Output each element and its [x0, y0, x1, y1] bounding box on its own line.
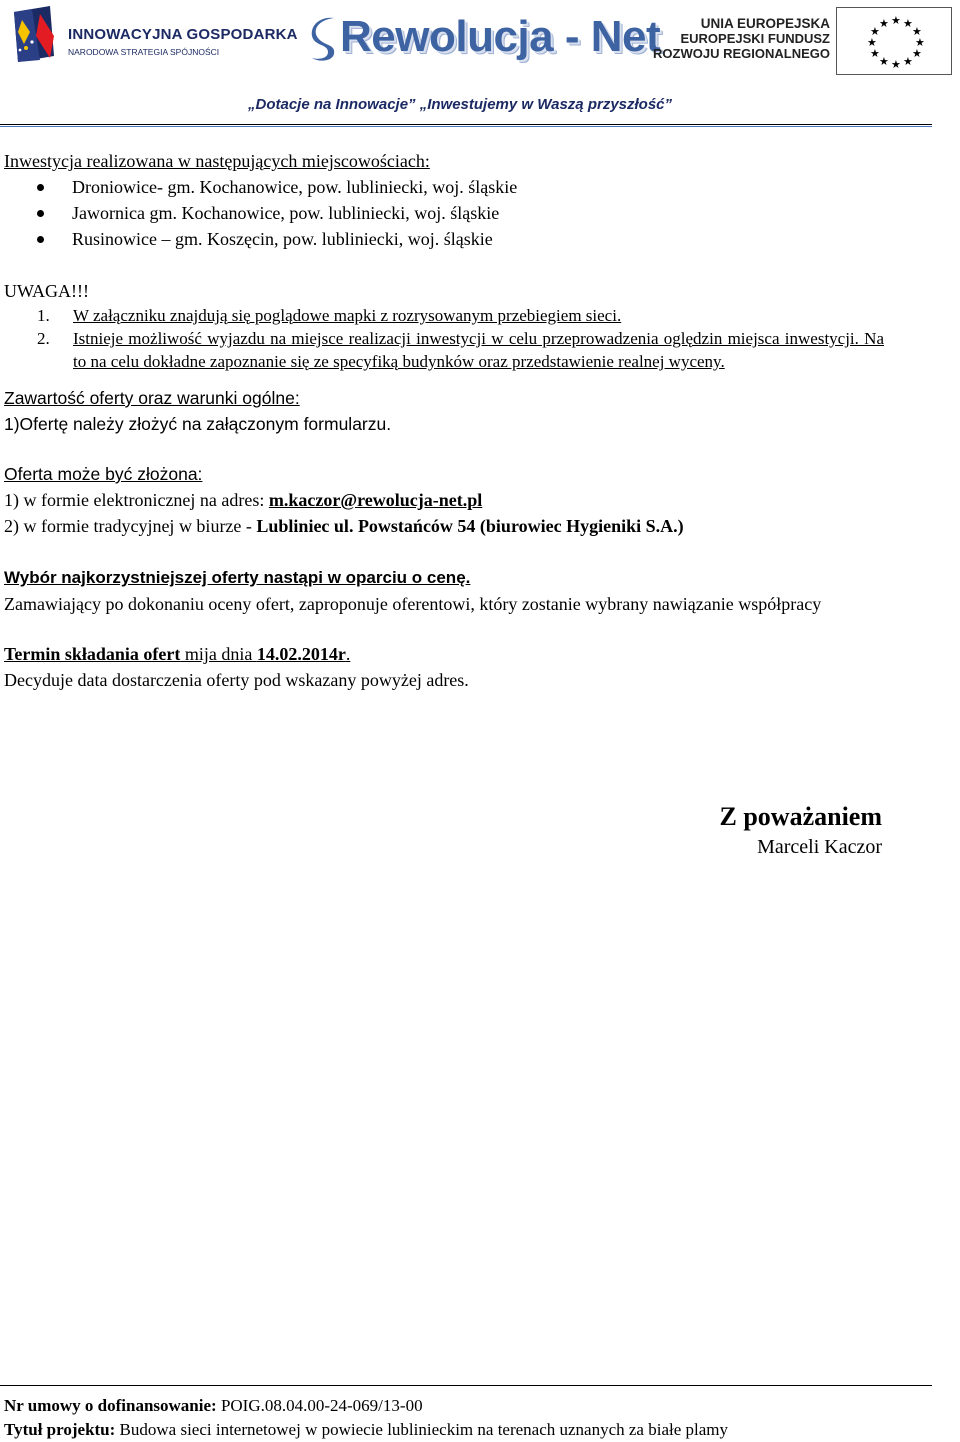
submission-line-2 — [4, 513, 884, 539]
footer-project-label: Tytuł projektu: — [4, 1420, 116, 1439]
eu-line-1: UNIA EUROPEJSKA — [700, 16, 830, 31]
rewolucja-net-logo — [308, 8, 661, 70]
footer-divider — [0, 1385, 932, 1386]
list-item — [4, 174, 884, 200]
signature-name: Marceli Kaczor — [757, 836, 882, 858]
submission-line-2-prefix: 2) w formie tradycyjnej w biurze - — [4, 516, 257, 536]
rewolucja-net-wordmark: Rewolucja - Net — [340, 12, 661, 61]
svg-text:★: ★ — [870, 25, 880, 38]
locations-heading: Inwestycja realizowana w następujących miejscowościach: — [4, 151, 430, 171]
letterhead — [0, 0, 960, 125]
svg-text:★: ★ — [867, 36, 877, 49]
eu-fund-text — [650, 16, 830, 61]
eu-stars-icon — [837, 8, 951, 74]
deadline-label: Termin składania ofert — [4, 644, 181, 664]
letter-body — [4, 148, 884, 693]
notice-list — [4, 304, 884, 373]
footer-project-value: Budowa sieci internetowej w powiecie lublinieckim na terenach uznanych za białe plamy — [115, 1420, 729, 1439]
locations-list — [4, 174, 884, 252]
svg-text:★: ★ — [879, 17, 889, 30]
location-text: Jawornica gm. Kochanowice, pow. lubliniecki, woj. śląskie — [72, 203, 500, 223]
bullet-icon — [37, 236, 44, 243]
office-address: Lubliniec ul. Powstańców 54 (biurowiec Hygieniki S.A.) — [256, 516, 684, 536]
svg-text:★: ★ — [903, 55, 913, 68]
eu-line-3: ROZWOJU REGIONALNEGO — [653, 46, 830, 61]
footer-contract-line — [4, 1394, 944, 1418]
ig-subtitle: NARODOWA STRATEGIA SPÓJNOŚCI — [68, 47, 220, 57]
list-item — [4, 226, 884, 252]
bullet-icon — [37, 184, 44, 191]
svg-text:★: ★ — [912, 25, 922, 38]
deadline-line — [4, 641, 884, 667]
ig-title: INNOWACYJNA GOSPODARKA — [68, 26, 298, 43]
submission-line-1 — [4, 487, 884, 513]
location-text: Rusinowice – gm. Koszęcin, pow. lubliniecki, woj. śląskie — [72, 229, 493, 249]
deadline-note: Decyduje data dostarczenia oferty pod wskazany powyżej adres. — [4, 670, 469, 690]
svg-text:★: ★ — [903, 17, 913, 30]
footer-contract-label: Nr umowy o dofinansowanie: — [4, 1396, 217, 1415]
notice-text: W załączniku znajdują się poglądowe mapki z rozrysowanym przebiegiem sieci. — [73, 306, 622, 325]
footer — [4, 1394, 944, 1442]
svg-text:★: ★ — [870, 47, 880, 60]
notice-number: 1. — [37, 306, 50, 325]
svg-text:★: ★ — [891, 58, 901, 71]
offer-content-heading: Zawartość oferty oraz warunki ogólne: — [4, 388, 300, 408]
footer-contract-value: POIG.08.04.00-24-069/13-00 — [216, 1396, 423, 1415]
slogan: „Dotacje na Innowacje” „Inwestujemy w Waszą przyszłość” — [248, 96, 673, 113]
list-item — [4, 304, 884, 327]
deadline-dot: . — [345, 644, 351, 664]
header-divider-blue — [0, 126, 932, 127]
notice-number: 2. — [37, 329, 50, 348]
submission-heading: Oferta może być złożona: — [4, 464, 203, 484]
deadline-middle: mija dnia — [180, 644, 257, 664]
svg-text:★: ★ — [879, 55, 889, 68]
selection-heading: Wybór najkorzystniejszej oferty nastąpi w oparciu o cenę. — [4, 568, 471, 587]
deadline-date: 14.02.2014r — [256, 644, 346, 664]
submission-line-1-prefix: 1) w formie elektronicznej na adres: — [4, 490, 269, 510]
list-item — [4, 200, 884, 226]
rewolucja-net-swirl-icon — [308, 14, 342, 64]
innowacyjna-gospodarka-logo — [10, 6, 298, 64]
svg-text:★: ★ — [912, 47, 922, 60]
location-text: Droniowice- gm. Kochanowice, pow. lubliniecki, woj. śląskie — [72, 177, 518, 197]
offer-content-line: 1)Ofertę należy złożyć na załączonym formularzu. — [4, 414, 392, 434]
footer-project-line — [4, 1418, 944, 1442]
list-item — [4, 327, 884, 373]
eu-line-2: EUROPEJSKI FUNDUSZ — [680, 31, 830, 46]
bullet-icon — [37, 210, 44, 217]
eu-flag — [836, 7, 952, 75]
ig-flag-icon — [10, 6, 56, 64]
notice-text: Istnieje możliwość wyjazdu na miejsce realizacji inwestycji w celu przeprowadzenia oględzin miejsca inwestycji. Na to na celu dokładne zapoznanie się ze specyfiką budynków oraz przedstawienie realnej wyceny. — [73, 329, 884, 371]
signature-block — [720, 800, 883, 860]
selection-text: Zamawiający po dokonaniu oceny ofert, zaproponuje oferentowi, który zostanie wybrany nawiązanie współpracy — [4, 594, 822, 614]
header-divider — [0, 124, 932, 125]
email-link[interactable]: m.kaczor@rewolucja-net.pl — [268, 490, 483, 510]
notice-heading: UWAGA!!! — [4, 281, 89, 301]
svg-text:★: ★ — [915, 36, 925, 49]
signature-regards: Z poważaniem — [719, 802, 882, 831]
svg-text:★: ★ — [891, 14, 901, 27]
